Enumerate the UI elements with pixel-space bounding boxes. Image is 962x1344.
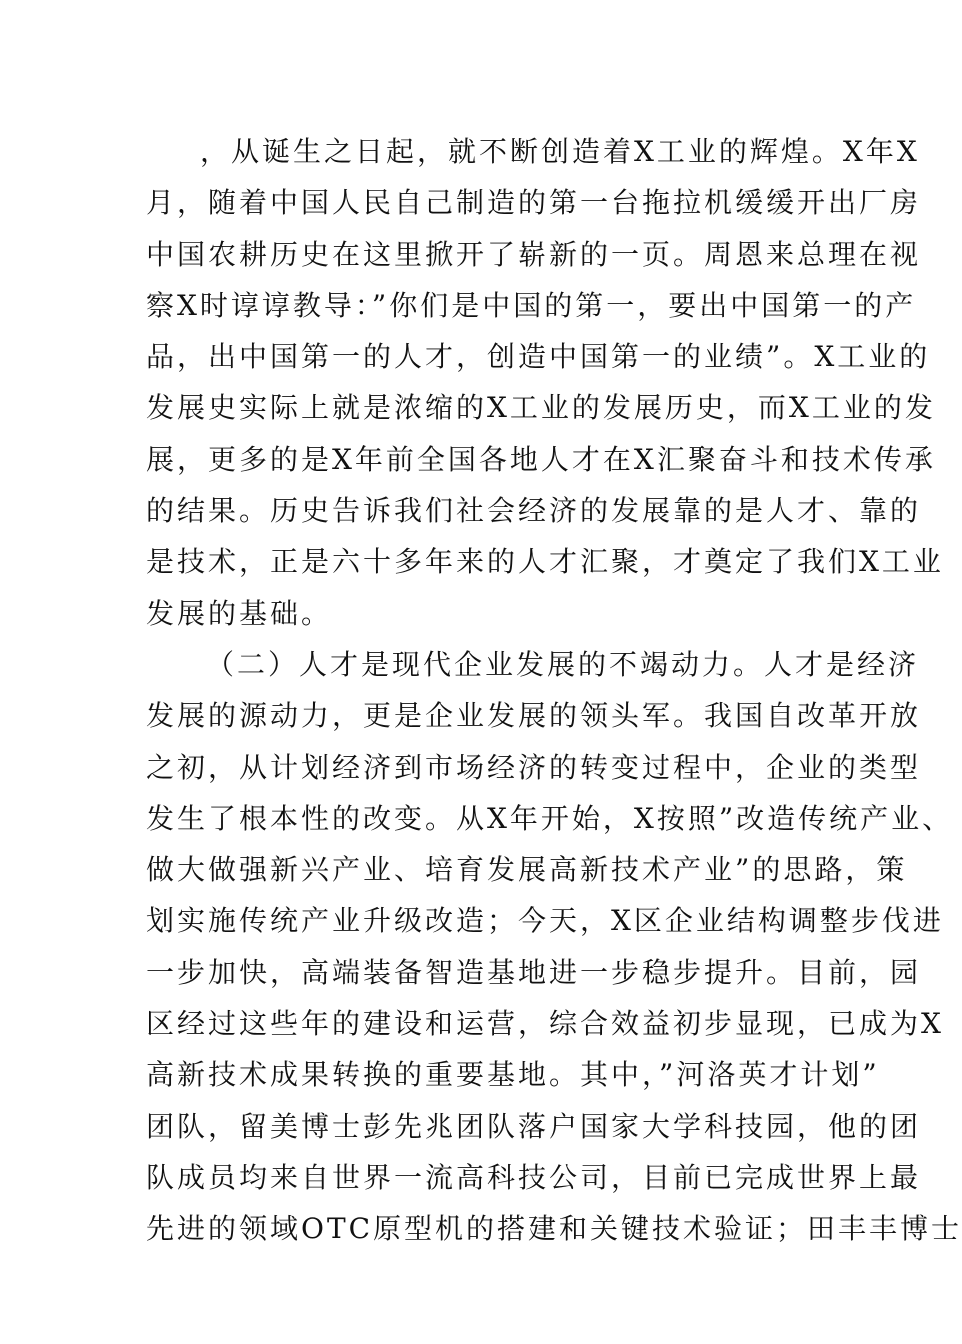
text-line: 的结果。历史告诉我们社会经济的发展靠的是人才、靠的: [146, 494, 922, 528]
text-line: ，从诞生之日起，就不断创造着X工业的辉煌。X年X: [200, 135, 920, 168]
text-line: 发展的基础。: [146, 596, 333, 630]
text-line: 队成员均来自世界一流高科技公司，目前已完成世界上最: [146, 1160, 922, 1194]
text-line: 展，更多的是X年前全国各地人才在X汇聚奋斗和技术传承: [146, 442, 936, 476]
text-line: 区经过这些年的建设和运营，综合效益初步显现，已成为X: [146, 1007, 944, 1041]
text-line: 做大做强新兴产业、培育发展高新技术产业”的思路，策: [146, 853, 908, 887]
text-line: 发展史实际上就是浓缩的X工业的发展历史，而X工业的发: [146, 391, 936, 425]
text-line: 之初，从计划经济到市场经济的转变过程中，企业的类型: [146, 750, 922, 784]
text-line: 高新技术成果转换的重要基地。其中，”河洛英才计划”: [146, 1058, 880, 1092]
text-line: 发展的源动力，更是企业发展的领头军。我国自改革开放: [146, 699, 922, 733]
text-line: 品，出中国第一的人才，创造中国第一的业绩”。X工业的: [146, 340, 931, 374]
text-line: 月，随着中国人民自己制造的第一台拖拉机缓缓开出厂房: [146, 186, 922, 220]
text-line: 团队，留美博士彭先兆团队落户国家大学科技园，他的团: [146, 1109, 922, 1143]
text-line: 先进的领域OTC原型机的搭建和关键技术验证；田丰丰博士: [146, 1212, 962, 1246]
text-line: 划实施传统产业升级改造；今天，X区企业结构调整步伐进: [146, 904, 944, 938]
text-line: 中国农耕历史在这里掀开了崭新的一页。周恩来总理在视: [146, 237, 922, 271]
text-line: 一步加快，高端装备智造基地进一步稳步提升。目前，园: [146, 955, 922, 989]
section-heading-line: （二）人才是现代企业发展的不竭动力。人才是经济: [206, 647, 920, 681]
body-text: [146, 126, 962, 1255]
text-line: 发生了根本性的改变。从X年开始，X按照”改造传统产业、: [146, 801, 954, 835]
text-line: 是技术，正是六十多年来的人才汇聚，才奠定了我们X工业: [146, 545, 944, 579]
text-line: 察X时谆谆教导：”你们是中国的第一，要出中国第一的产: [146, 288, 917, 322]
